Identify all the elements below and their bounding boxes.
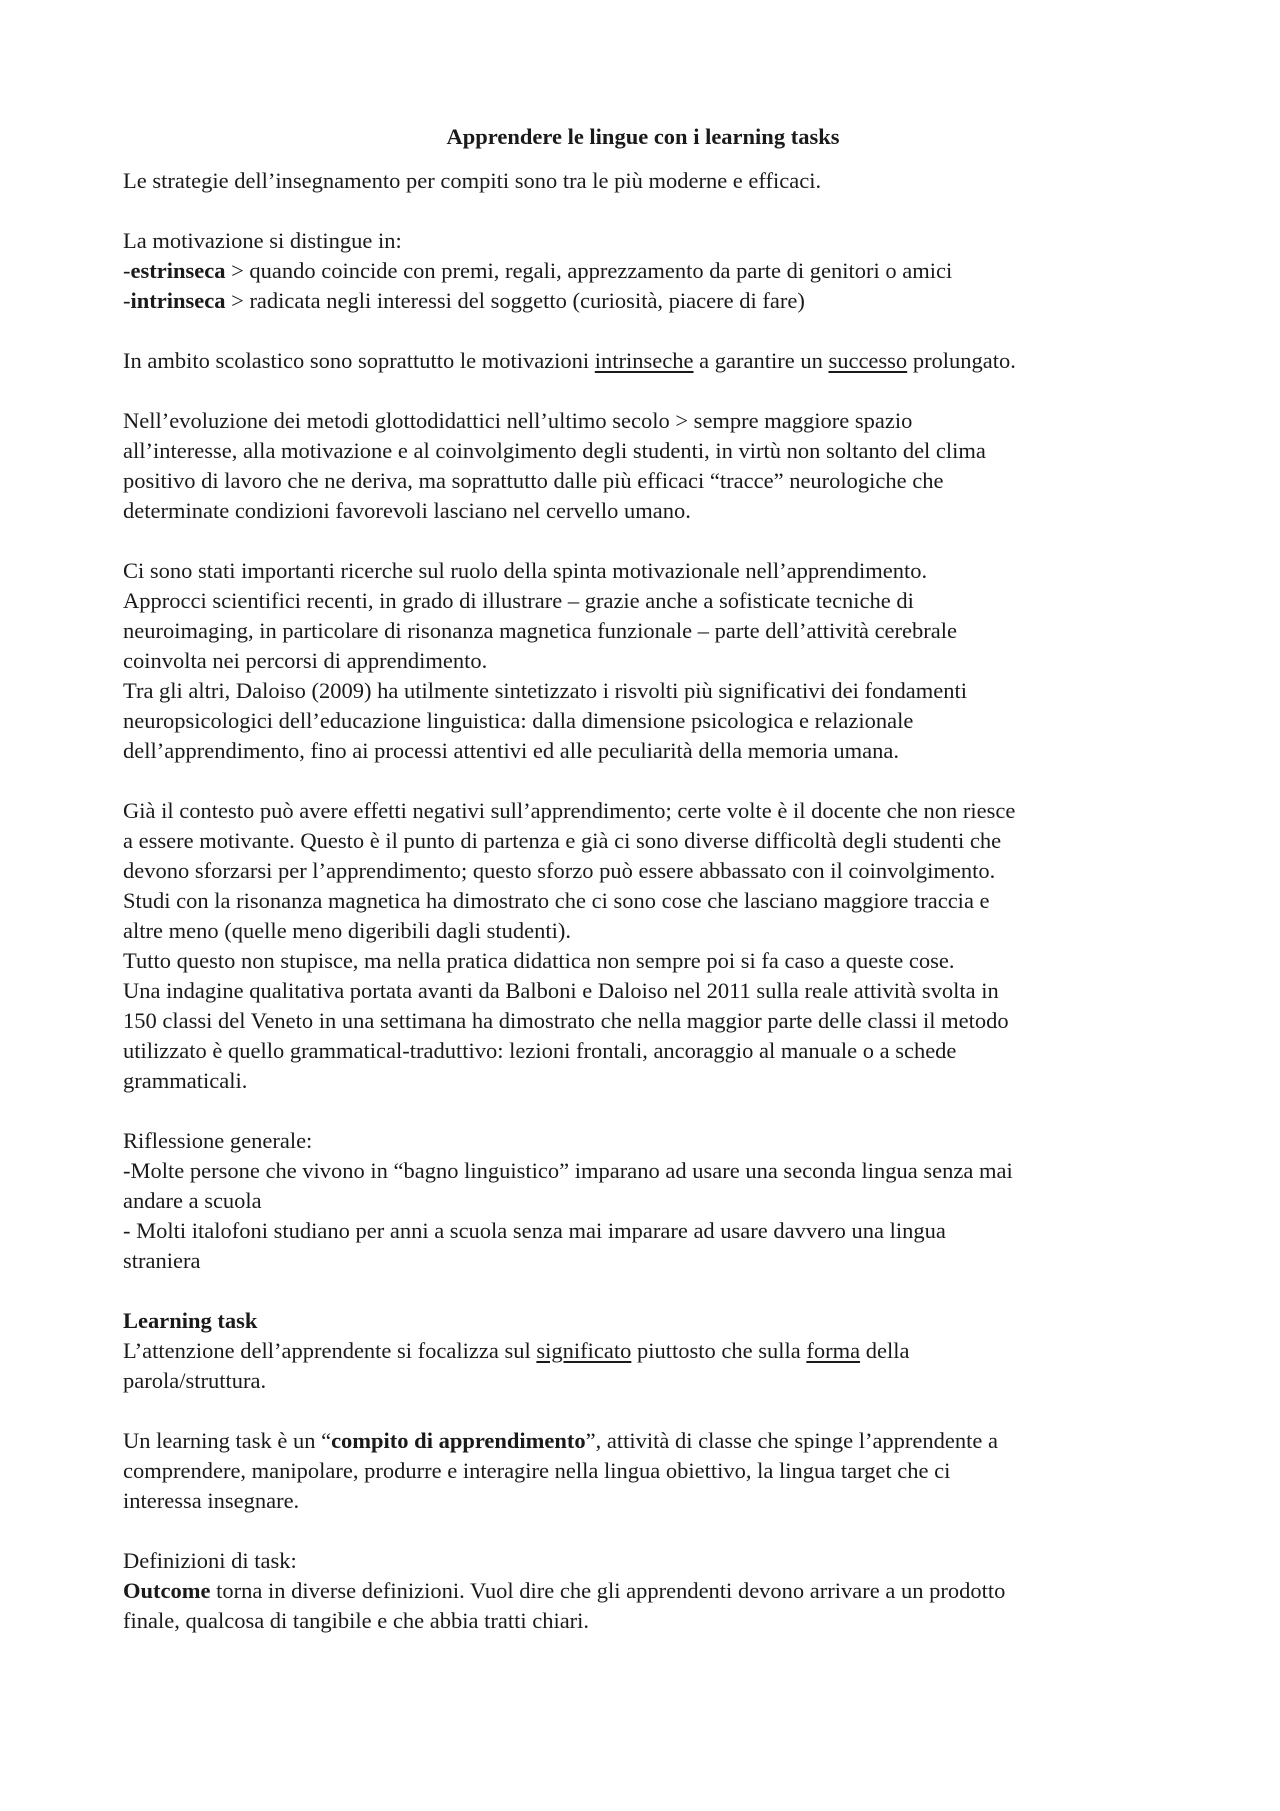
- text-line: Riflessione generale:: [123, 1128, 313, 1153]
- text-line: neuroimaging, in particolare di risonanza magnetica funzionale – parte dell’attività cerebrale: [123, 618, 957, 643]
- text-line: straniera: [123, 1248, 201, 1273]
- paragraph-gap: [123, 1276, 1163, 1306]
- text-line: Tutto questo non stupisce, ma nella pratica didattica non sempre poi si fa caso a queste cose.: [123, 948, 955, 973]
- underlined-intrinseche: intrinseche: [594, 348, 694, 373]
- text-line: coinvolta nei percorsi di apprendimento.: [123, 648, 488, 673]
- text-line: finale, qualcosa di tangibile e che abbia tratti chiari.: [123, 1608, 590, 1633]
- context-paragraph: [123, 796, 1163, 1096]
- paragraph-gap: [123, 316, 1163, 346]
- text-line: utilizzato è quello grammatical-traduttivo: lezioni frontali, ancoraggio al manuale o a schede: [123, 1038, 957, 1063]
- paragraph-gap: [123, 1096, 1163, 1126]
- text-line: parola/struttura.: [123, 1368, 267, 1393]
- underlined-successo: successo: [828, 348, 908, 373]
- document-page: [123, 122, 1163, 1636]
- school-text-2: a garantire un: [693, 348, 829, 373]
- school-paragraph: [123, 346, 1163, 376]
- text-line: altre meno (quelle meno digeribili dagli studenti).: [123, 918, 572, 943]
- definitions-section: [123, 1546, 1163, 1636]
- def-text: torna in diverse definizioni. Vuol dire che gli apprendenti devono arrivare a un prodotto: [210, 1578, 1006, 1603]
- text-line: 150 classi del Veneto in una settimana ha dimostrato che nella maggior parte delle classi il metodo: [123, 1008, 1009, 1033]
- extrinsic-text: > quando coincide con premi, regali, apprezzamento da parte di genitori o amici: [225, 258, 953, 283]
- extrinsic-line: [123, 256, 1163, 286]
- lt-text-2: piuttosto che sulla: [631, 1338, 807, 1363]
- text-line: [123, 1336, 1163, 1366]
- text-line: Una indagine qualitativa portata avanti da Balboni e Daloiso nel 2011 sulla reale attività svolta in: [123, 978, 999, 1003]
- text-line: Approcci scientifici recenti, in grado di illustrare – grazie anche a sofisticate tecniche di: [123, 588, 914, 613]
- underlined-forma: forma: [806, 1338, 861, 1363]
- text-line: dell’apprendimento, fino ai processi attentivi ed alle peculiarità della memoria umana.: [123, 738, 899, 763]
- learning-task-heading: [123, 1306, 1163, 1336]
- paragraph-gap: [123, 526, 1163, 556]
- text-line: Tra gli altri, Daloiso (2009) ha utilmente sintetizzato i risvolti più significativi dei fondamenti: [123, 678, 968, 703]
- underlined-significato: significato: [536, 1338, 632, 1363]
- intrinsic-term: intrinseca: [130, 288, 226, 313]
- text-line: positivo di lavoro che ne deriva, ma soprattutto dalle più efficaci “tracce” neurologiche che: [123, 468, 944, 493]
- school-text-1: In ambito scolastico sono soprattutto le motivazioni: [123, 348, 595, 373]
- text-line: determinate condizioni favorevoli lasciano nel cervello umano.: [123, 498, 691, 523]
- text-line: -Molte persone che vivono in “bagno linguistico” imparano ad usare una seconda lingua senza mai: [123, 1158, 1013, 1183]
- text-line: devono sforzarsi per l’apprendimento; questo sforzo può essere abbassato con il coinvolgimento.: [123, 858, 996, 883]
- research-paragraph: [123, 556, 1163, 766]
- motivation-lead: La motivazione si distingue in:: [123, 228, 402, 253]
- lt-text-3: della: [860, 1338, 910, 1363]
- evolution-paragraph: [123, 406, 1163, 526]
- text-line: Già il contesto può avere effetti negativi sull’apprendimento; certe volte è il docente che non riesce: [123, 798, 1016, 823]
- text-line: grammaticali.: [123, 1068, 248, 1093]
- paragraph-gap: [123, 766, 1163, 796]
- intro-paragraph: Le strategie dell’insegnamento per compiti sono tra le più moderne e efficaci.: [123, 168, 822, 193]
- paragraph-gap: [123, 1516, 1163, 1546]
- text-line: andare a scuola: [123, 1188, 262, 1213]
- td-text-2: ”, attività di classe che spinge l’apprendente a: [585, 1428, 998, 1453]
- intrinsic-prefix: -: [123, 288, 131, 313]
- paragraph-gap: [123, 1396, 1163, 1426]
- td-text-1: Un learning task è un “: [123, 1428, 332, 1453]
- motivation-section: [123, 226, 1163, 316]
- reflection-paragraph: [123, 1126, 1163, 1276]
- text-line: comprendere, manipolare, produrre e interagire nella lingua obiettivo, la lingua target che ci: [123, 1458, 951, 1483]
- text-line: all’interesse, alla motivazione e al coinvolgimento degli studenti, in virtù non soltanto del clima: [123, 438, 986, 463]
- paragraph-gap: [123, 376, 1163, 406]
- text-line: Ci sono stati importanti ricerche sul ruolo della spinta motivazionale nell’apprendimento.: [123, 558, 928, 583]
- extrinsic-prefix: -: [123, 258, 131, 283]
- intrinsic-line: [123, 286, 1163, 316]
- text-line: neuropsicologici dell’educazione linguistica: dalla dimensione psicologica e relazionale: [123, 708, 914, 733]
- lt-text-1: L’attenzione dell’apprendente si focalizza sul: [123, 1338, 537, 1363]
- bold-compito: compito di apprendimento: [331, 1428, 586, 1453]
- text-line: [123, 1426, 1163, 1456]
- text-line: [123, 1576, 1163, 1606]
- bold-outcome: Outcome: [123, 1578, 211, 1603]
- heading-text: Learning task: [123, 1308, 258, 1333]
- text-line: Studi con la risonanza magnetica ha dimostrato che ci sono cose che lasciano maggiore traccia e: [123, 888, 990, 913]
- task-definition-paragraph: [123, 1426, 1163, 1516]
- definitions-lead: Definizioni di task:: [123, 1548, 297, 1573]
- learning-task-section: [123, 1306, 1163, 1396]
- text-line: - Molti italofoni studiano per anni a scuola senza mai imparare ad usare davvero una lingua: [123, 1218, 946, 1243]
- extrinsic-term: estrinseca: [130, 258, 226, 283]
- text-line: a essere motivante. Questo è il punto di partenza e già ci sono diverse difficoltà degli studenti che: [123, 828, 1002, 853]
- text-line: Nell’evoluzione dei metodi glottodidattici nell’ultimo secolo > sempre maggiore spazio: [123, 408, 913, 433]
- intrinsic-text: > radicata negli interessi del soggetto (curiosità, piacere di fare): [225, 288, 805, 313]
- paragraph-gap: [123, 196, 1163, 226]
- text-line: interessa insegnare.: [123, 1488, 300, 1513]
- school-text-3: prolungato.: [907, 348, 1016, 373]
- document-title: Apprendere le lingue con i learning tasks: [446, 124, 840, 149]
